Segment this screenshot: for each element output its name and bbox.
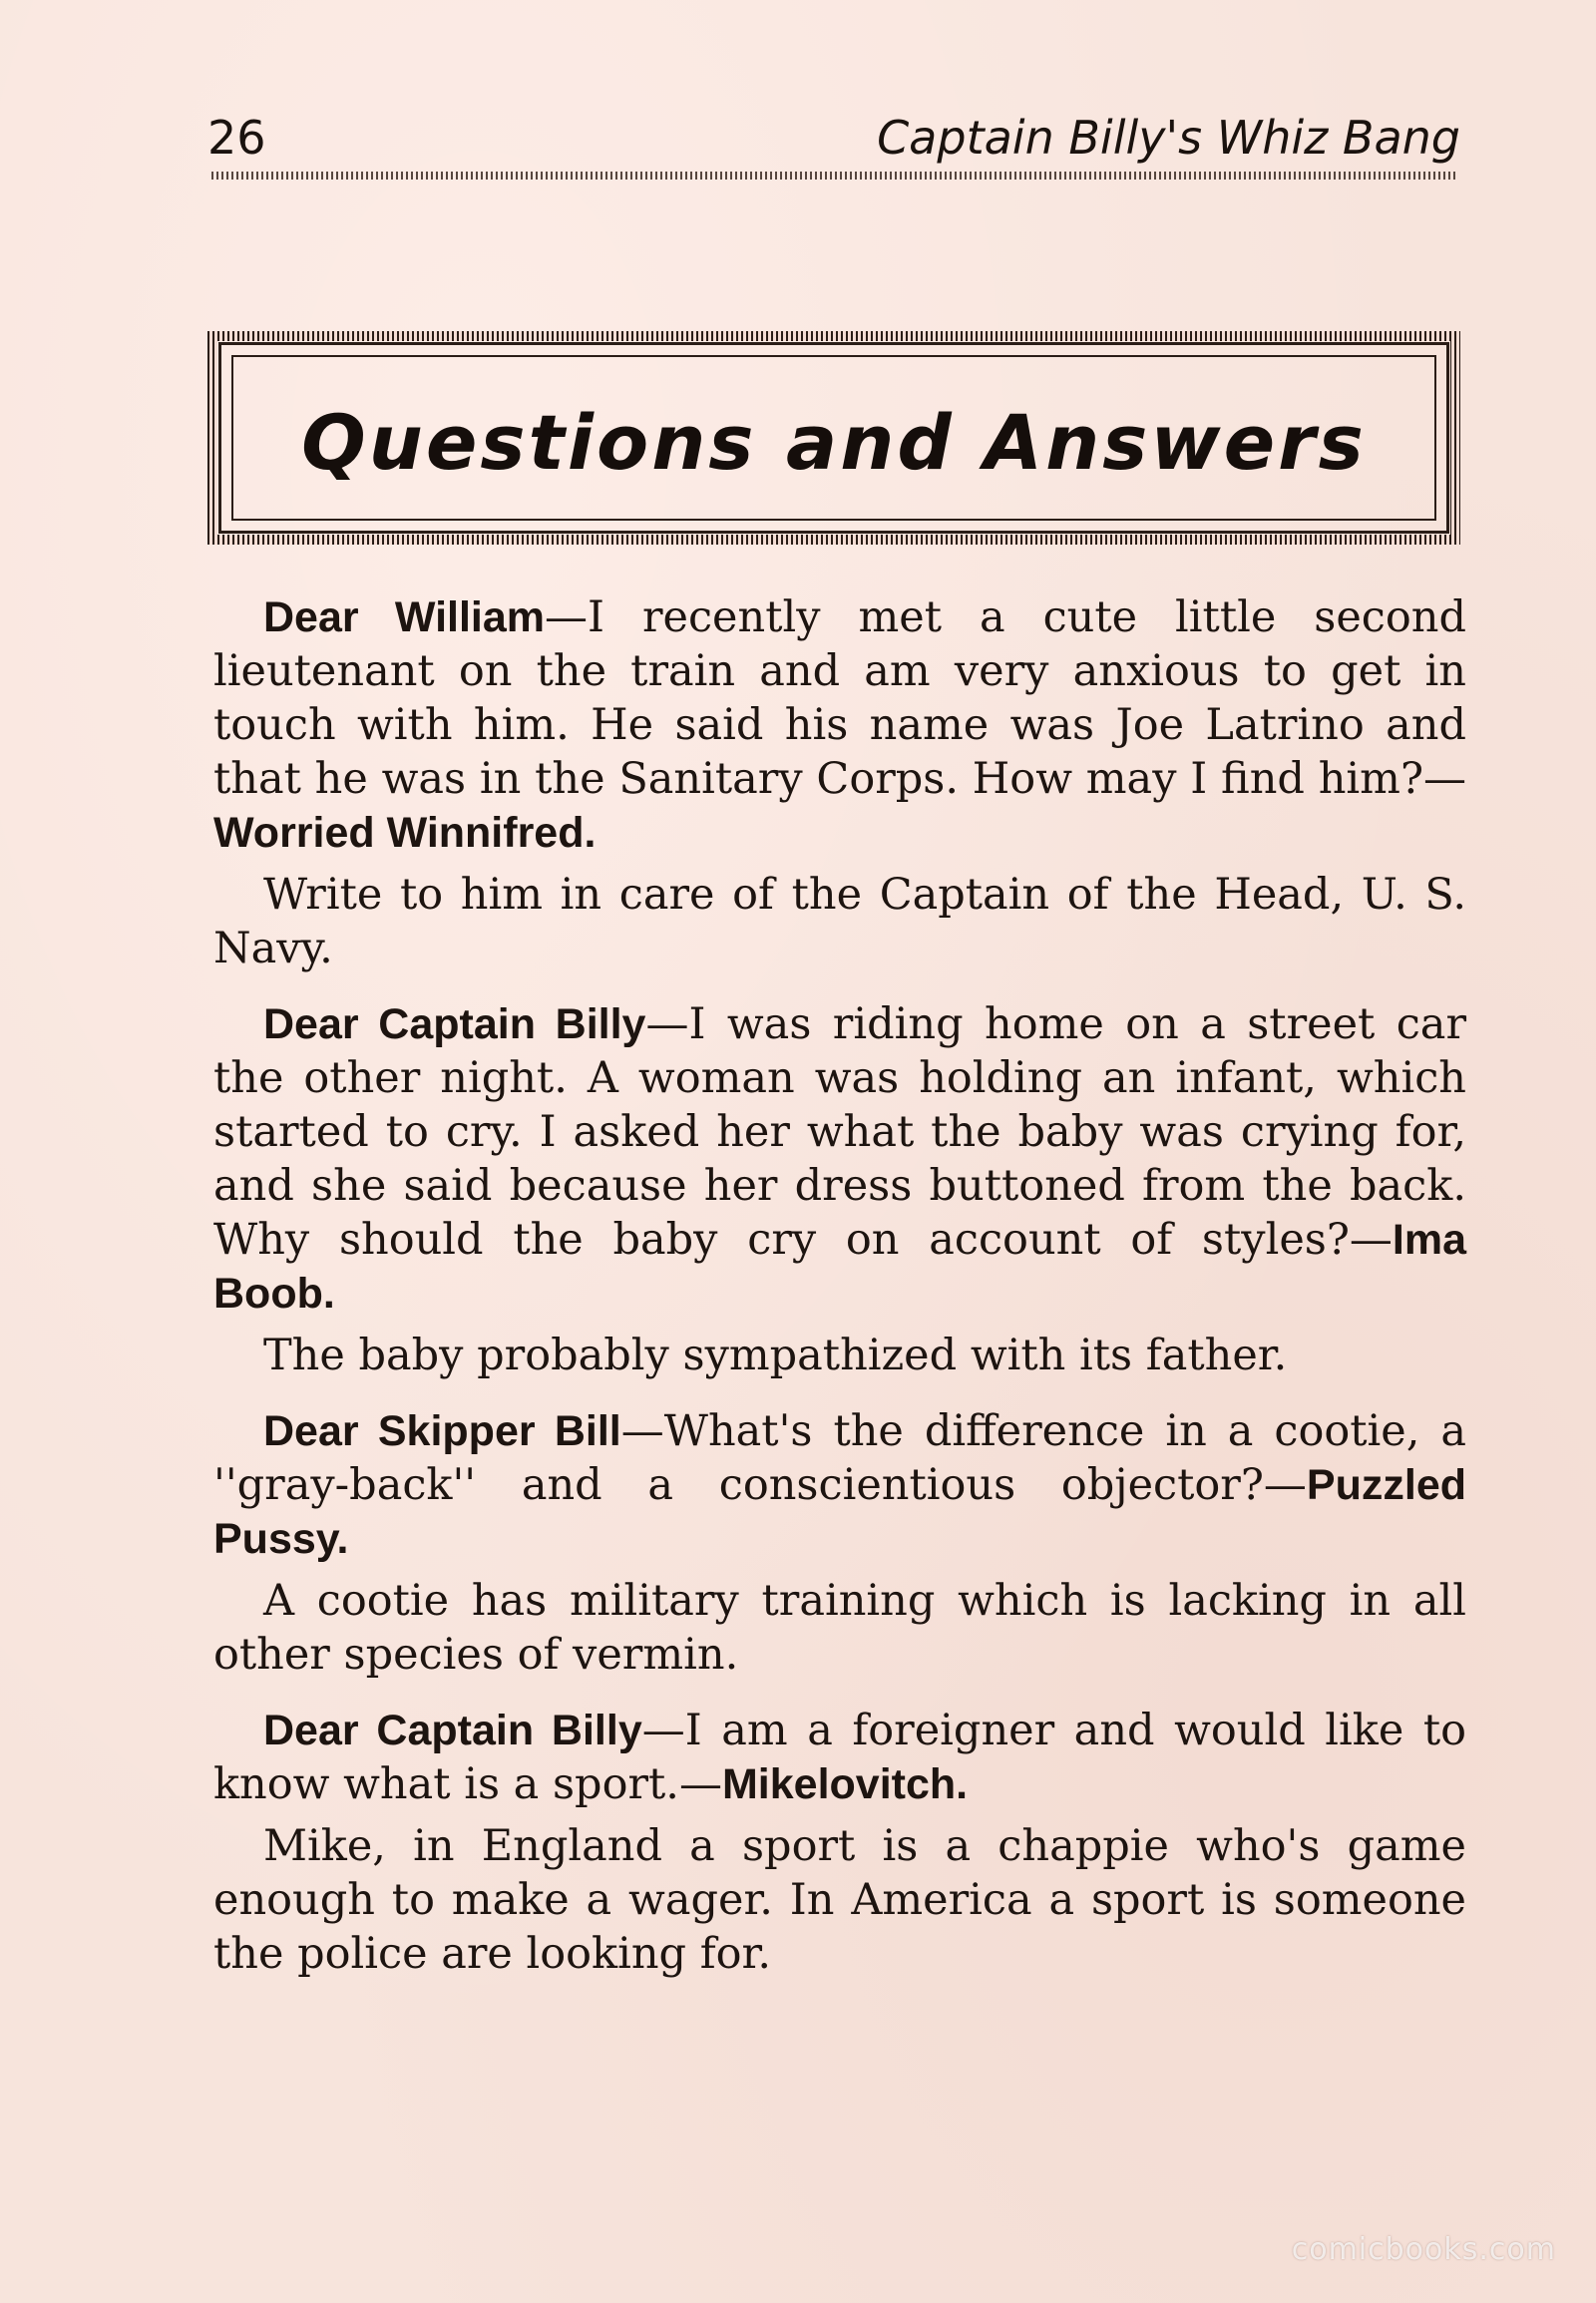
spacer xyxy=(213,1682,1466,1704)
section-title: Questions and Answers xyxy=(301,398,1367,487)
question-paragraph xyxy=(213,1404,1466,1566)
question-signature: Puzzled Pussy. xyxy=(213,1461,1466,1563)
answer-paragraph: Write to him in care of the Captain of the Head, U. S. Navy. xyxy=(213,870,1466,973)
qa-content xyxy=(213,590,1466,1981)
question-salutation: Dear William xyxy=(263,593,546,641)
question-salutation: Dear Skipper Bill xyxy=(263,1407,621,1455)
section-title-box xyxy=(207,331,1460,545)
question-paragraph xyxy=(213,997,1466,1321)
spacer xyxy=(213,1382,1466,1404)
watermark: comicbooks.com xyxy=(1291,2232,1556,2267)
running-title: Captain Billy's Whiz Bang xyxy=(877,111,1460,165)
answer-paragraph: Mike, in England a sport is a chappie who's game enough to make a wager. In America a sport is someone the police are looking for. xyxy=(213,1821,1466,1979)
question-text: —What's the difference in a cootie, a ''gray-back'' and a conscientious objector?— xyxy=(213,1406,1466,1510)
question-paragraph xyxy=(213,1704,1466,1811)
question-text: —I am a foreigner and would like to know what is a sport.— xyxy=(213,1706,1466,1809)
question-text: —I recently met a cute little second lieutenant on the train and am very anxious to get in touch with him. He said his name was Joe Latrino and that he was in the Sanitary Corps. How may I find him?— xyxy=(213,592,1466,804)
answer-paragraph: The baby probably sympathized with its father. xyxy=(263,1331,1288,1380)
question-signature: Worried Winnifred. xyxy=(213,809,597,857)
header-rule xyxy=(211,172,1458,180)
question-salutation: Dear Captain Billy xyxy=(263,1707,642,1754)
question-signature: Ima Boob. xyxy=(213,1216,1466,1318)
question-paragraph xyxy=(213,590,1466,860)
question-signature: Mikelovitch. xyxy=(721,1760,969,1808)
page-header xyxy=(207,108,1460,168)
spacer xyxy=(213,975,1466,997)
question-text: —I was riding home on a street car the other night. A woman was holding an infant, which started to cry. I asked her what the baby was crying for, and she said because her dress buttoned from the back. Why should the baby cry on account of styles?— xyxy=(213,999,1467,1265)
question-salutation: Dear Captain Billy xyxy=(263,1000,646,1048)
page-number: 26 xyxy=(207,111,266,165)
answer-paragraph: A cootie has military training which is lacking in all other species of vermin. xyxy=(213,1576,1466,1680)
